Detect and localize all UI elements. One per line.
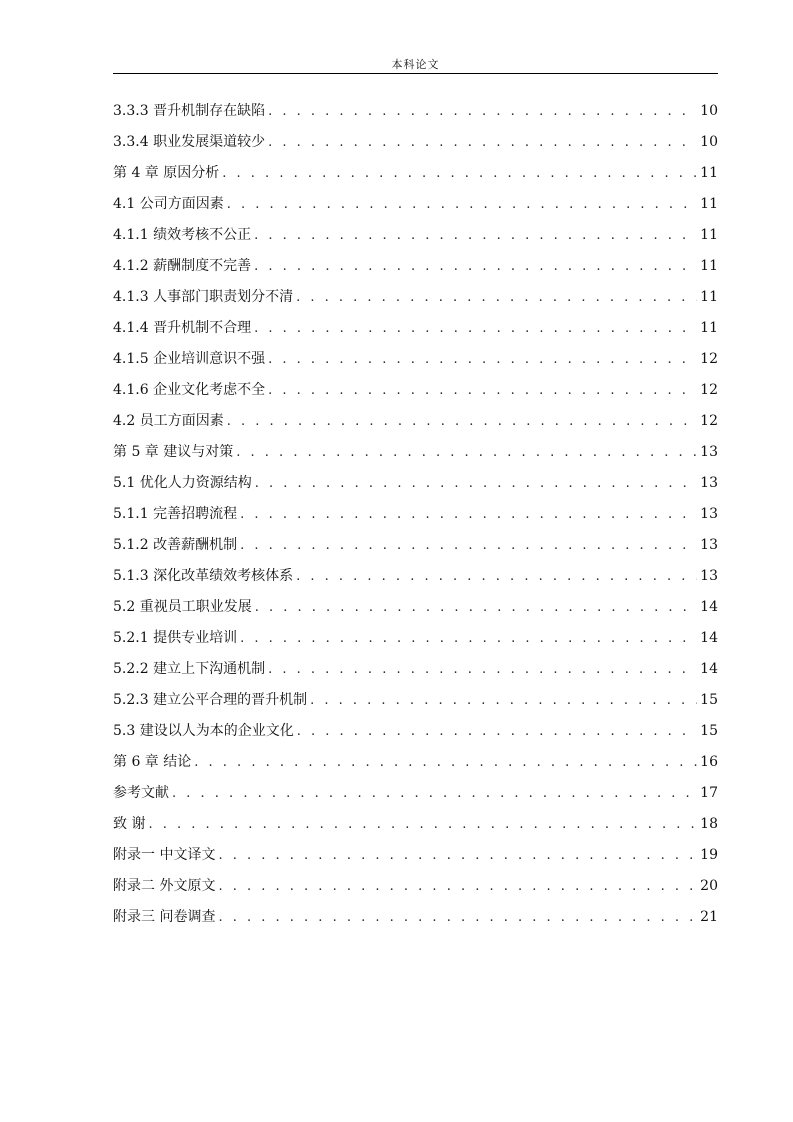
toc-entry[interactable] — [113, 96, 718, 127]
toc-entry-title: 5.2 重视员工职业发展 — [113, 599, 252, 615]
toc-dot-leader — [254, 220, 697, 251]
toc-entry-page-number: 19 — [700, 847, 718, 863]
toc-entry[interactable] — [113, 499, 718, 530]
toc-dot-leader — [194, 747, 697, 778]
toc-entry-page-number: 13 — [700, 506, 718, 522]
toc-dot-leader — [296, 561, 697, 592]
toc-dot-leader — [297, 716, 697, 747]
toc-entry[interactable] — [113, 871, 718, 902]
toc-dot-leader — [227, 189, 697, 220]
toc-entry-page-number: 16 — [700, 754, 718, 770]
toc-dot-leader — [218, 902, 697, 933]
toc-entry-title: 5.1 优化人力资源结构 — [113, 475, 252, 491]
toc-dot-leader — [172, 778, 697, 809]
toc-entry[interactable] — [113, 809, 718, 840]
header-divider — [113, 73, 718, 74]
toc-dot-leader — [255, 468, 697, 499]
toc-entry[interactable] — [113, 778, 718, 809]
toc-dot-leader — [268, 375, 697, 406]
toc-entry[interactable] — [113, 561, 718, 592]
toc-entry[interactable] — [113, 127, 718, 158]
toc-entry-page-number: 11 — [700, 289, 718, 305]
toc-entry-title: 4.1.2 薪酬制度不完善 — [113, 258, 252, 274]
toc-dot-leader — [254, 251, 697, 282]
toc-dot-leader — [218, 840, 697, 871]
toc-entry-page-number: 13 — [700, 568, 718, 584]
toc-dot-leader — [268, 654, 697, 685]
toc-dot-leader — [222, 158, 697, 189]
toc-entry-title: 附录三 问卷调查 — [113, 909, 216, 925]
toc-entry-title: 4.2 员工方面因素 — [113, 413, 224, 429]
toc-entry-page-number: 11 — [700, 258, 718, 274]
toc-entry[interactable] — [113, 437, 718, 468]
toc-entry[interactable] — [113, 251, 718, 282]
toc-entry-page-number: 17 — [700, 785, 718, 801]
toc-entry-page-number: 10 — [700, 134, 718, 150]
toc-entry[interactable] — [113, 158, 718, 189]
toc-entry-title: 附录二 外文原文 — [113, 878, 216, 894]
toc-entry[interactable] — [113, 716, 718, 747]
toc-entry[interactable] — [113, 747, 718, 778]
toc-entry-title: 第 6 章 结论 — [113, 754, 192, 770]
toc-dot-leader — [255, 592, 697, 623]
toc-entry-title: 5.1.3 深化改革绩效考核体系 — [113, 568, 294, 584]
toc-dot-leader — [268, 344, 697, 375]
toc-entry-page-number: 10 — [700, 103, 718, 119]
toc-entry-title: 第 5 章 建议与对策 — [113, 444, 234, 460]
toc-dot-leader — [148, 809, 697, 840]
toc-dot-leader — [268, 96, 697, 127]
toc-dot-leader — [240, 530, 697, 561]
toc-entry[interactable] — [113, 592, 718, 623]
toc-entry-page-number: 12 — [700, 351, 718, 367]
toc-dot-leader — [218, 871, 697, 902]
toc-entry[interactable] — [113, 344, 718, 375]
toc-entry-page-number: 11 — [700, 227, 718, 243]
toc-entry[interactable] — [113, 902, 718, 933]
toc-entry[interactable] — [113, 654, 718, 685]
toc-dot-leader — [268, 127, 697, 158]
toc-dot-leader — [310, 685, 697, 716]
toc-entry-page-number: 13 — [700, 475, 718, 491]
toc-entry-title: 参考文献 — [113, 785, 169, 801]
toc-entry-title: 3.3.4 职业发展渠道较少 — [113, 134, 266, 150]
toc-entry-title: 第 4 章 原因分析 — [113, 165, 220, 181]
toc-entry-page-number: 14 — [700, 630, 718, 646]
toc-entry-page-number: 21 — [700, 909, 718, 925]
toc-entry-page-number: 13 — [700, 537, 718, 553]
toc-entry[interactable] — [113, 220, 718, 251]
toc-entry-page-number: 13 — [700, 444, 718, 460]
toc-entry-title: 4.1.4 晋升机制不合理 — [113, 320, 252, 336]
toc-entry[interactable] — [113, 530, 718, 561]
toc-entry[interactable] — [113, 468, 718, 499]
toc-entry[interactable] — [113, 623, 718, 654]
toc-entry-page-number: 12 — [700, 382, 718, 398]
toc-entry-page-number: 11 — [700, 165, 718, 181]
toc-entry[interactable] — [113, 282, 718, 313]
toc-entry[interactable] — [113, 375, 718, 406]
toc-entry-title: 5.2.1 提供专业培训 — [113, 630, 238, 646]
toc-entry[interactable] — [113, 685, 718, 716]
page-header-title: 本科论文 — [391, 58, 440, 71]
table-of-contents — [113, 96, 718, 933]
toc-entry[interactable] — [113, 406, 718, 437]
toc-dot-leader — [254, 313, 697, 344]
toc-entry-title: 4.1.5 企业培训意识不强 — [113, 351, 266, 367]
toc-entry-title: 5.2.2 建立上下沟通机制 — [113, 661, 266, 677]
toc-entry-title: 5.2.3 建立公平合理的晋升机制 — [113, 692, 308, 708]
toc-entry-title: 5.1.2 改善薪酬机制 — [113, 537, 238, 553]
toc-entry[interactable] — [113, 840, 718, 871]
toc-entry-page-number: 14 — [700, 661, 718, 677]
toc-entry-page-number: 11 — [700, 196, 718, 212]
toc-entry-page-number: 14 — [700, 599, 718, 615]
toc-dot-leader — [240, 623, 697, 654]
toc-entry-title: 5.1.1 完善招聘流程 — [113, 506, 238, 522]
toc-entry-page-number: 15 — [700, 723, 718, 739]
toc-entry-title: 5.3 建设以人为本的企业文化 — [113, 723, 294, 739]
toc-entry-title: 致 谢 — [113, 816, 146, 832]
toc-dot-leader — [227, 406, 697, 437]
toc-entry-title: 3.3.3 晋升机制存在缺陷 — [113, 103, 266, 119]
toc-dot-leader — [236, 437, 697, 468]
toc-entry-title: 附录一 中文译文 — [113, 847, 216, 863]
toc-dot-leader — [240, 499, 697, 530]
toc-entry[interactable] — [113, 313, 718, 344]
toc-entry-page-number: 11 — [700, 320, 718, 336]
toc-dot-leader — [296, 282, 697, 313]
toc-entry-title: 4.1.3 人事部门职责划分不清 — [113, 289, 294, 305]
toc-entry-page-number: 18 — [700, 816, 718, 832]
toc-entry[interactable] — [113, 189, 718, 220]
toc-entry-page-number: 12 — [700, 413, 718, 429]
toc-entry-title: 4.1.6 企业文化考虑不全 — [113, 382, 266, 398]
toc-entry-page-number: 20 — [700, 878, 718, 894]
toc-entry-page-number: 15 — [700, 692, 718, 708]
toc-entry-title: 4.1.1 绩效考核不公正 — [113, 227, 252, 243]
toc-entry-title: 4.1 公司方面因素 — [113, 196, 224, 212]
